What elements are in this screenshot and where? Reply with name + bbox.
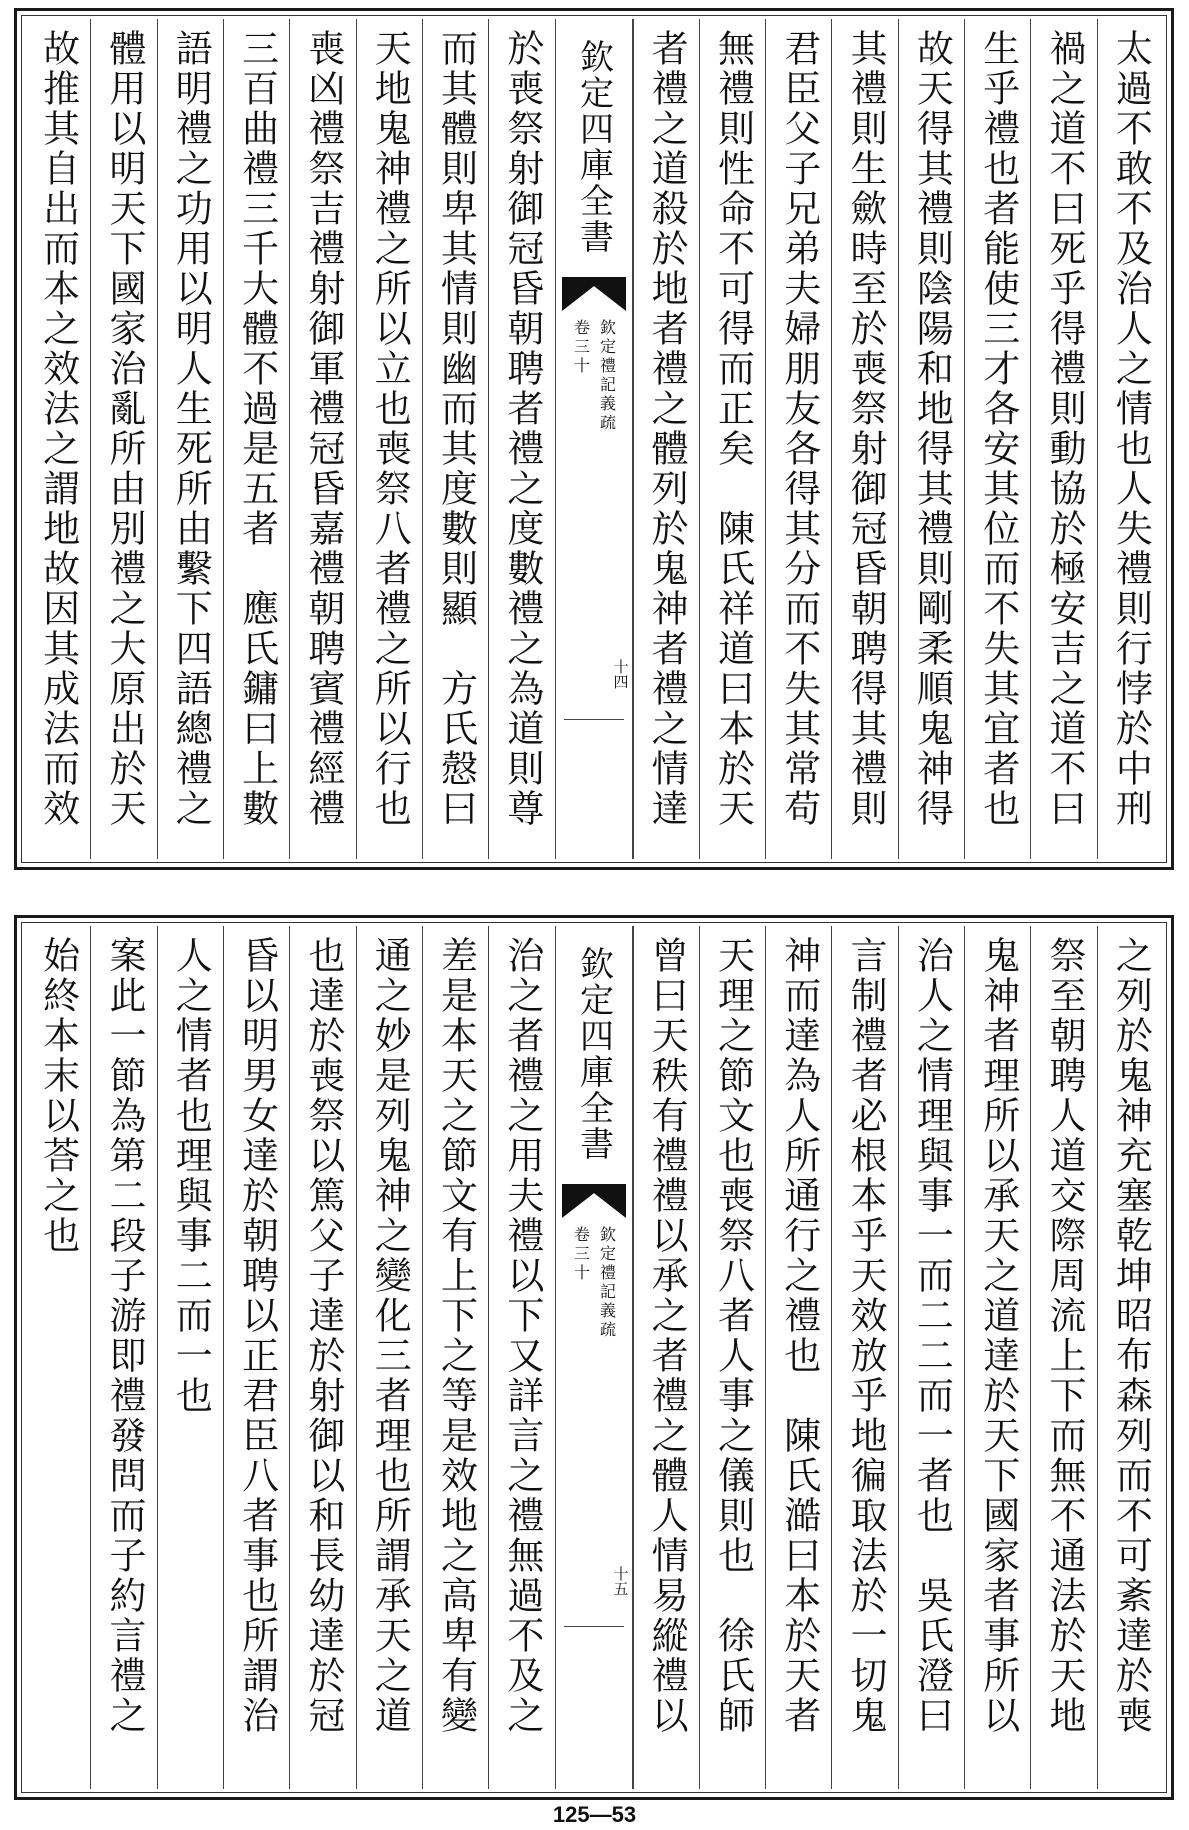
lower-book-title-block	[556, 1226, 632, 1486]
page-number-footer: 125—53	[552, 1802, 637, 1827]
upper-right-column-5: 其禮則生歛時至於喪祭射御冠昏朝聘得其禮則	[831, 19, 897, 859]
upper-folio-number: 十四	[611, 659, 630, 689]
upper-text-grid	[25, 19, 1163, 859]
lower-left-column-2: 差是本天之節文有上下之等是效地之高卑有變	[422, 926, 488, 1789]
upper-right-column-7: 無禮則性命不可得而正矣 陳氏祥道曰本於天	[699, 19, 765, 859]
lower-left-column-8: 始終本末以荅之也	[36, 936, 80, 1256]
lower-center-block	[555, 926, 633, 1789]
upper-center-rule	[564, 719, 624, 720]
lower-right-column-2: 祭至朝聘人道交際周流上下而無不通法於天地	[1030, 926, 1096, 1789]
lower-right-column-6: 神而達為人所通行之禮也 陳氏澔曰本於天者	[765, 926, 831, 1789]
upper-right-column-2: 禍之道不曰死乎得禮則動協於極安吉之道不曰	[1030, 19, 1096, 859]
upper-left-column-1: 於喪祭射御冠昏朝聘者禮之度數禮之為道則尊	[488, 19, 554, 859]
upper-book-title-block	[556, 319, 632, 579]
upper-right-column-4: 故天得其禮則陰陽和地得其禮則剛柔順鬼神得	[898, 19, 964, 859]
upper-left-column-6: 語明禮之功用以明人生死所由繫下四語總禮之	[157, 19, 223, 859]
lower-right-column-7: 天理之節文也喪祭八者人事之儀則也 徐氏師	[699, 926, 765, 1789]
lower-page	[14, 915, 1174, 1800]
fish-tail-ornament-icon	[562, 277, 626, 311]
upper-right-column-3: 生乎禮也者能使三才各安其位而不失其宜者也	[964, 19, 1030, 859]
upper-left-column-3: 天地鬼神禮之所以立也喪祭八者禮之所以行也	[356, 19, 422, 859]
lower-right-column-3: 鬼神者理所以承天之道達於天下國家者事所以	[964, 926, 1030, 1789]
upper-left-column-5: 三百曲禮三千大體不過是五者 應氏鏞曰上數	[223, 19, 289, 859]
lower-left-column-7: 案此一節為第二段子游即禮發問而子約言禮之	[90, 926, 156, 1789]
lower-right-column-8: 曾曰天秩有禮禮以承之者禮之體人情易縱禮以	[633, 926, 699, 1789]
lower-right-column-1: 之列於鬼神充塞乾坤昭布森列而不可紊達於喪	[1097, 926, 1163, 1789]
lower-left-column-3: 通之妙是列鬼神之變化三者理也所謂承天之道	[356, 926, 422, 1789]
lower-text-grid	[25, 926, 1163, 1789]
upper-volume-number: 卷三十	[571, 319, 591, 376]
upper-right-column-1: 太過不敢不及治人之情也人失禮則行悖於中刑	[1097, 19, 1163, 859]
upper-center-block	[555, 19, 633, 859]
upper-left-column-7: 體用以明天下國家治亂所由別禮之大原出於天	[90, 19, 156, 859]
upper-right-column-8: 者禮之道殺於地者禮之體列於鬼神者禮之情達	[633, 19, 699, 859]
lower-right-column-4: 治人之情理與事一而二二而一者也 吳氏澄曰	[898, 926, 964, 1789]
lower-center-rule	[564, 1626, 624, 1627]
upper-right-column-6: 君臣父子兄弟夫婦朋友各得其分而不失其常苟	[765, 19, 831, 859]
lower-left-column-4: 也達於喪祭以篤父子達於射御以和長幼達於冠	[289, 926, 355, 1789]
upper-left-column-2: 而其體則卑其情則幽而其度數則顯 方氏慤曰	[422, 19, 488, 859]
fish-tail-ornament-icon	[562, 1184, 626, 1218]
lower-folio-number: 十五	[611, 1566, 630, 1596]
upper-library-title: 欽定四庫全書	[573, 39, 614, 255]
lower-library-title: 欽定四庫全書	[573, 946, 614, 1162]
upper-left-column-4: 喪凶禮祭吉禮射御軍禮冠昏嘉禮朝聘賓禮經禮	[289, 19, 355, 859]
lower-left-column-5: 昏以明男女達於朝聘以正君臣八者事也所謂治	[223, 926, 289, 1789]
upper-book-title: 欽定禮記義疏	[597, 319, 617, 433]
upper-page	[14, 8, 1174, 870]
lower-volume-number: 卷三十	[571, 1226, 591, 1283]
lower-left-column-6: 人之情者也理與事二而一也	[157, 926, 223, 1789]
lower-left-column-1: 治之者禮之用夫禮以下又詳言之禮無過不及之	[488, 926, 554, 1789]
lower-book-title: 欽定禮記義疏	[597, 1226, 617, 1340]
upper-left-column-8: 故推其自出而本之效法之謂地故因其成法而效	[36, 29, 80, 829]
lower-right-column-5: 言制禮者必根本乎天效放乎地徧取法於一切鬼	[831, 926, 897, 1789]
